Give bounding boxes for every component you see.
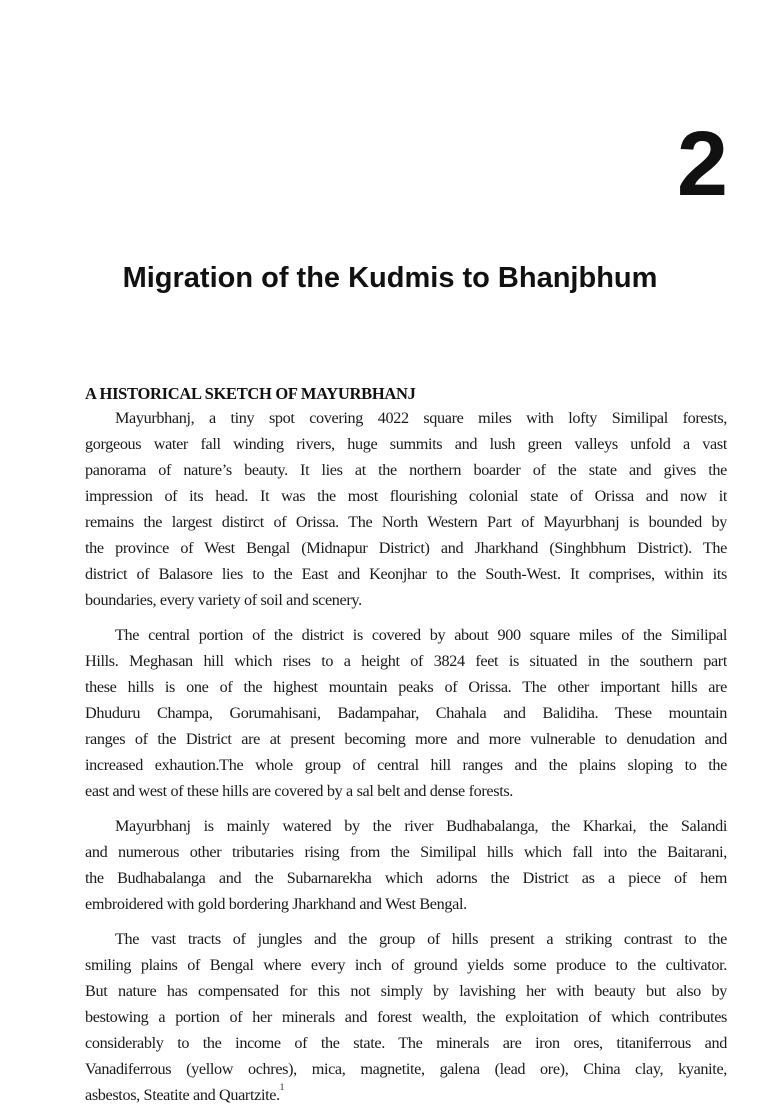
chapter-number: 2 xyxy=(676,113,728,215)
body-text xyxy=(85,405,727,1117)
text-line: the Budhabalanga and the Subarnarekha which adorns the District as a piece of hem xyxy=(85,869,727,887)
text-line: bestowing a portion of her minerals and forest wealth, the exploitation of which contributes xyxy=(85,1008,727,1026)
chapter-title: Migration of the Kudmis to Bhanjbhum xyxy=(122,262,658,294)
paragraph xyxy=(85,926,727,1108)
text-line: and numerous other tributaries rising from the Similipal hills which fall into the Baitarani, xyxy=(85,843,727,861)
text-line: the province of West Bengal (Midnapur District) and Jharkhand (Singhbhum District). The xyxy=(85,539,727,557)
section-heading: A HISTORICAL SKETCH OF MAYURBHANJ xyxy=(85,384,416,403)
text-line: Vanadiferrous (yellow ochres), mica, magnetite, galena (lead ore), China clay, kyanite, xyxy=(85,1060,727,1078)
text-line: smiling plains of Bengal where every inch of ground yields some produce to the cultivator. xyxy=(85,956,727,974)
text-line: impression of its head. It was the most flourishing colonial state of Orissa and now it xyxy=(85,487,727,505)
text-line: Mayurbhanj, a tiny spot covering 4022 square miles with lofty Similipal forests, xyxy=(115,409,727,427)
text-line: district of Balasore lies to the East and Keonjhar to the South-West. It comprises, within its xyxy=(85,565,727,583)
text-line: But nature has compensated for this not simply by lavishing her with beauty but also by xyxy=(85,982,727,1000)
text-line: Mayurbhanj is mainly watered by the river Budhabalanga, the Kharkai, the Salandi xyxy=(115,817,727,835)
text-line: boundaries, every variety of soil and scenery. xyxy=(85,591,362,609)
text-line: Hills. Meghasan hill which rises to a height of 3824 feet is situated in the southern part xyxy=(85,652,727,670)
text-line: embroidered with gold bordering Jharkhand and West Bengal. xyxy=(85,895,467,913)
text-line: asbestos, Steatite and Quartzite.$^1$ xyxy=(85,1082,284,1104)
text-line: Dhuduru Champa, Gorumahisani, Badampahar, Chahala and Balidiha. These mountain xyxy=(85,704,727,722)
footnote-marker[interactable]: 1 xyxy=(279,1082,284,1092)
paragraph xyxy=(85,813,727,917)
text-line: The vast tracts of jungles and the group of hills present a striking contrast to the xyxy=(115,930,727,948)
text-line: remains the largest distirct of Orissa. The North Western Part of Mayurbhanj is bounded by xyxy=(85,513,727,531)
text-line: The central portion of the district is covered by about 900 square miles of the Similipal xyxy=(115,626,727,644)
text-line: considerably to the income of the state. The minerals are iron ores, titaniferrous and xyxy=(85,1034,727,1052)
text-line: increased exhaution.The whole group of central hill ranges and the plains sloping to the xyxy=(85,756,727,774)
text-line: panorama of nature’s beauty. It lies at the northern boarder of the state and gives the xyxy=(85,461,727,479)
paragraph xyxy=(85,622,727,804)
text-line: east and west of these hills are covered by a sal belt and dense forests. xyxy=(85,782,513,800)
paragraph xyxy=(85,405,727,613)
text-line: ranges of the District are at present becoming more and more vulnerable to denudation and xyxy=(85,730,727,748)
text-line: gorgeous water fall winding rivers, huge summits and lush green valleys unfold a vast xyxy=(85,435,727,453)
text-line: these hills is one of the highest mountain peaks of Orissa. The other important hills are xyxy=(85,678,727,696)
